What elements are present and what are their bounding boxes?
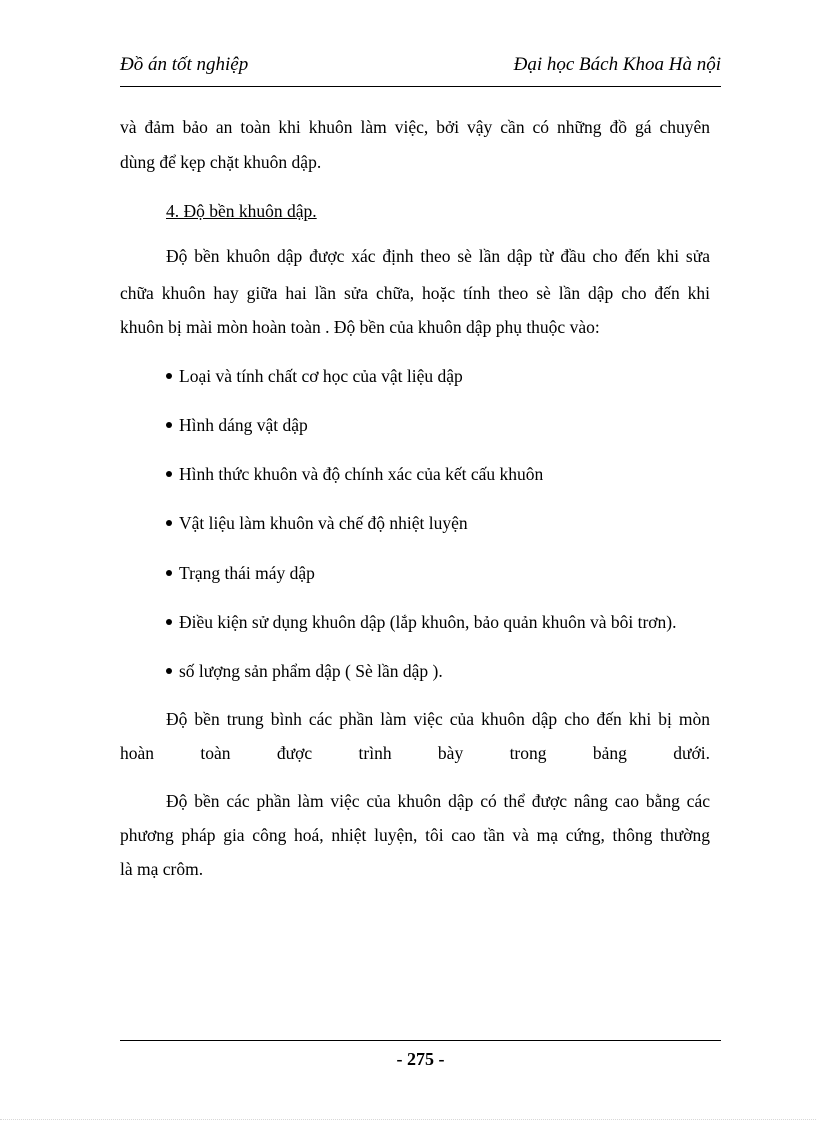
para2-line2: chữa khuôn hay giữa hai lần sửa chữa, hoặc tính theo sè lần dập cho đến khi <box>120 283 710 303</box>
list-item: số lượng sản phẩm dập ( Sè lần dập ). <box>166 661 443 682</box>
para1-line2: dùng để kẹp chặt khuôn dập. <box>120 152 322 172</box>
page-number: - 275 - <box>396 1049 445 1069</box>
list-item: Trạng thái máy dập <box>166 563 315 584</box>
para3-line1: Độ bền trung bình các phần làm việc của khuôn dập cho đến khi bị mòn <box>166 709 710 729</box>
para1-line1: và đảm bảo an toàn khi khuôn làm việc, bởi vậy cần có những đồ gá chuyên <box>120 117 710 137</box>
bullet-icon <box>166 422 172 428</box>
list-item: Hình thức khuôn và độ chính xác của kết cấu khuôn <box>166 464 543 485</box>
para4-line2: phương pháp gia công hoá, nhiệt luyện, tôi cao tần và mạ cứng, thông thường <box>120 825 710 845</box>
list-item: Điều kiện sử dụng khuôn dập (lắp khuôn, bảo quản khuôn và bôi trơn). <box>166 612 676 633</box>
list-item: Vật liệu làm khuôn và chế độ nhiệt luyện <box>166 513 468 534</box>
para4-line3: là mạ crôm. <box>120 859 204 879</box>
bullet-icon <box>166 570 172 576</box>
bullet-icon <box>166 373 172 379</box>
section-heading: 4. Độ bền khuôn dập. <box>166 201 317 221</box>
bullet-icon <box>166 668 172 674</box>
footer-divider <box>120 1040 721 1041</box>
list-item: Loại và tính chất cơ học của vật liệu dập <box>166 366 463 387</box>
para4-line1: Độ bền các phần làm việc của khuôn dập có thể được nâng cao bằng các <box>166 791 710 811</box>
para3-line2: hoàn toàn được trình bày trong bảng dưới. <box>120 743 710 763</box>
bullet-icon <box>166 471 172 477</box>
header-thesis-title: Đồ án tốt nghiệp <box>120 54 249 75</box>
header-divider <box>120 86 721 87</box>
page-header <box>120 50 721 80</box>
para2-line1: Độ bền khuôn dập được xác định theo sè lần dập từ đầu cho đến khi sửa <box>166 246 710 266</box>
list-item: Hình dáng vật dập <box>166 415 308 436</box>
para2-line3: khuôn bị mài mòn hoàn toàn . Độ bền của khuôn dập phụ thuộc vào: <box>120 317 600 337</box>
page-edge <box>0 1119 816 1120</box>
bullet-icon <box>166 520 172 526</box>
bullet-icon <box>166 619 172 625</box>
header-university-name: Đại học Bách Khoa Hà nội <box>513 54 721 75</box>
